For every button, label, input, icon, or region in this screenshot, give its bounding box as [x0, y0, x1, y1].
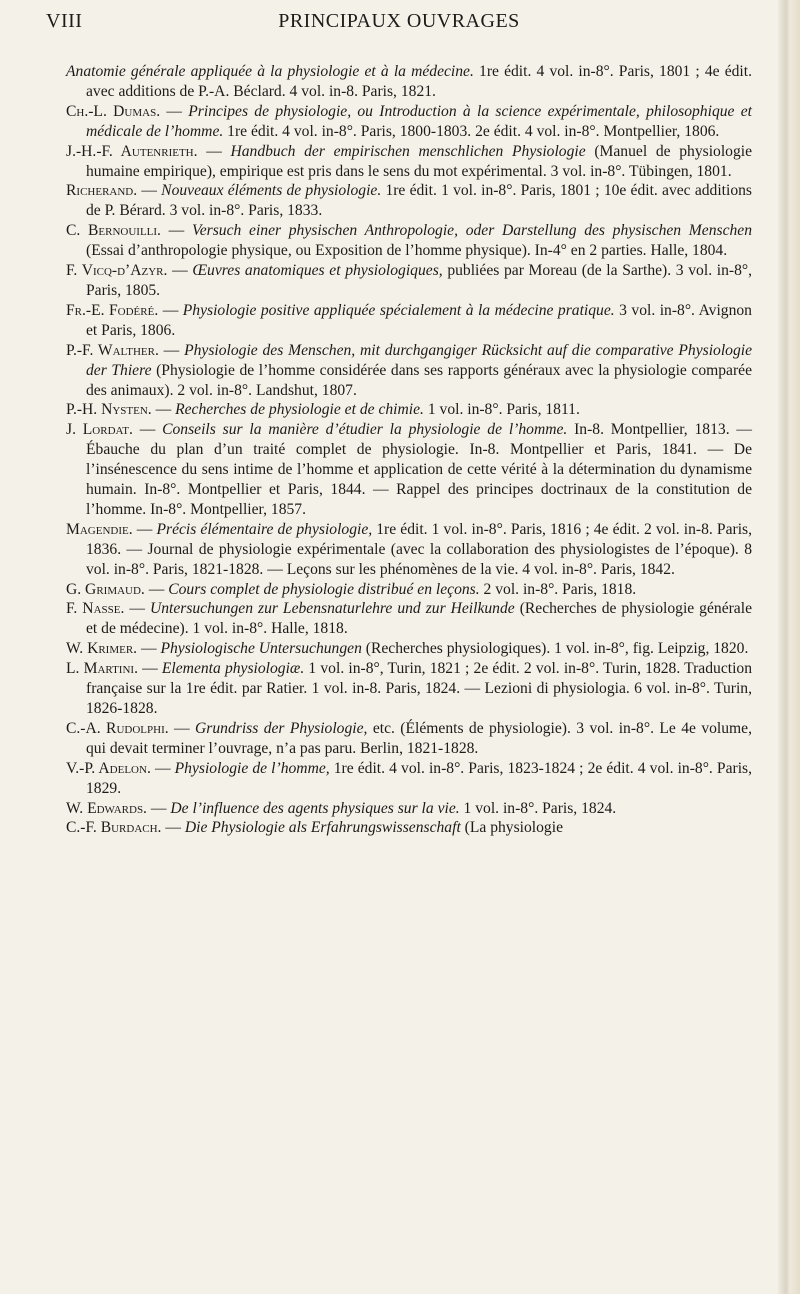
entry-details: 1re édit. 4 vol. in-8°. Paris, 1800-1803. 2e édit. 4 vol. in-8°. Montpellier, 1806. [223, 122, 720, 140]
bibliography-entry: V.-P. Adelon. — Physiologie de l’homme, 1re édit. 4 vol. in-8°. Paris, 1823-1824 ; 2e édit. 4 vol. in-8°. Paris, 1829. [66, 759, 753, 797]
entry-author: V.-P. Adelon. [66, 759, 151, 777]
entry-title: Physiologische Untersuchungen [160, 640, 362, 658]
entry-author: Ch.-L. Dumas. [66, 102, 161, 120]
entry-title: Nouveaux éléments de physiologie. [161, 182, 382, 200]
entry-details: (Physiologie de l’homme considérée dans ses rapports généraux avec la physiologie comparée des animaux). 2 vol. in-8°. Landshut, 1807. [86, 361, 752, 399]
entry-author: F. Nasse. [66, 600, 125, 618]
entry-details: (Recherches de physiologie générale et de médecine). 1 vol. in-8°. Halle, 1818. [86, 600, 752, 638]
bibliography-entry: C. Bernouilli. — Versuch einer physischen Anthropologie, oder Darstellung des physischen Menschen (Essai d’anthropologie physique, ou Exposition de l’homme physique). In-4° en 2 parties. Halle, 1804. [66, 222, 753, 260]
bibliography-entry: P.-H. Nysten. — Recherches de physiologie et de chimie. 1 vol. in-8°. Paris, 1811. [66, 401, 580, 419]
page-header [46, 10, 752, 50]
entry-details: 1 vol. in-8°, Turin, 1821 ; 2e édit. 2 vol. in-8°. Turin, 1828. Traduction française sur la 1re édit. par Ratier. 1 vol. in-8. Paris, 1824. — Lezioni di physiologia. 6 vol. in-8°. Turin, 1826-1828. [86, 660, 752, 717]
entry-title: Untersuchungen zur Lebensnaturlehre und zur Heilkunde [149, 600, 515, 618]
entry-title: Handbuch der empirischen menschlichen Physiologie [230, 142, 586, 160]
entry-details: 1re édit. 1 vol. in-8°. Paris, 1801 ; 10e édit. avec additions de P. Bérard. 3 vol. in-8°. Paris, 1833. [86, 182, 752, 220]
bibliography-entry: Richerand. — Nouveaux éléments de physiologie. 1re édit. 1 vol. in-8°. Paris, 1801 ; 10e édit. avec additions de P. Bérard. 3 vol. in-8°. Paris, 1833. [66, 182, 752, 220]
bibliography-entry: P.-F. Walther. — Physiologie des Menschen, mit durchgangiger Rücksicht auf die comparative Physiologie der Thiere (Physiologie de l’homme considérée dans ses rapports généraux avec la physiologie comparée des animaux). 2 vol. in-8°. Landshut, 1807. [66, 341, 752, 399]
entry-title: Cours complet de physiologie distribué en leçons. [168, 580, 480, 598]
bibliography-entry [66, 62, 752, 102]
entry-author: W. Edwards. [66, 799, 147, 817]
entry-title: Anatomie générale appliquée à la physiologie et à la médecine. [66, 63, 474, 80]
entry-details: (Manuel de physiologie humaine empirique), empirique est pris dans le sens du mot expérimental. 3 vol. in-8°. Tübingen, 1801. [86, 142, 752, 180]
page-edge [778, 0, 800, 1294]
entry-title: Physiologie de l’homme, [174, 759, 330, 777]
entry-title: Versuch einer physischen Anthropologie, oder Darstellung des physischen Menschen [191, 222, 753, 240]
entry-author: C. Bernouilli. [66, 222, 161, 240]
entry-author: Richerand. [66, 182, 138, 200]
entry-author: J. Lordat. [66, 421, 133, 439]
entry-title: Grundriss der Physiologie, [195, 719, 368, 737]
entry-title: Physiologie des Menschen, mit durchgangiger Rücksicht auf die comparative Physiologie der Thiere [86, 341, 752, 379]
entry-author: P.-H. Nysten. [66, 401, 152, 419]
entry-title: De l’influence des agents physiques sur la vie. [170, 799, 460, 817]
bibliography-entry: W. Krimer. — Physiologische Untersuchungen (Recherches physiologiques). 1 vol. in-8°, fig. Leipzig, 1820. [66, 640, 749, 658]
entry-title: Elementa physiologiæ. [161, 660, 305, 678]
entry-author: G. Grimaud. [66, 580, 145, 598]
entry-title: Physiologie positive appliquée spécialement à la médecine pratique. [182, 301, 615, 319]
entry-author: Magendie. [66, 520, 133, 538]
entry-author: J.-H.-F. Autenrieth. [66, 142, 198, 160]
running-title: PRINCIPAUX OUVRAGES [278, 10, 520, 32]
entry-details: 1re édit. 4 vol. in-8°. Paris, 1823-1824 ; 2e édit. 4 vol. in-8°. Paris, 1829. [86, 759, 753, 797]
bibliography-entry: Fr.-E. Fodéré. — Physiologie positive appliquée spécialement à la médecine pratique. 3 vol. in-8°. Avignon et Paris, 1806. [66, 301, 752, 339]
bibliography-entry: C.-F. Burdach. — Die Physiologie als Erfahrungswissenschaft (La physiologie [66, 819, 563, 837]
entry-details: 1 vol. in-8°. Paris, 1811. [423, 401, 580, 419]
entry-details: 2 vol. in-8°. Paris, 1818. [479, 580, 637, 598]
entry-details: (La physiologie [460, 819, 563, 837]
entry-title: Recherches de physiologie et de chimie. [175, 401, 424, 419]
bibliography-entry: L. Martini. — Elementa physiologiæ. 1 vol. in-8°, Turin, 1821 ; 2e édit. 2 vol. in-8°. Turin, 1828. Traduction française sur la 1re édit. par Ratier. 1 vol. in-8. Paris, 1824. — Lezioni di physiologia. 6 vol. in-8°. Turin, 1826-1828. [66, 660, 752, 717]
bibliography-entry: G. Grimaud. — Cours complet de physiologie distribué en leçons. 2 vol. in-8°. Paris, 1818. [66, 580, 637, 598]
entry-details: 3 vol. in-8°. Avignon et Paris, 1806. [86, 301, 752, 339]
bibliography-entry: Magendie. — Précis élémentaire de physiologie, 1re édit. 1 vol. in-8°. Paris, 1816 ; 4e édit. 2 vol. in-8. Paris, 1836. — Journal de physiologie expérimentale (avec la collaboration des physiologistes de l’époque). 8 vol. in-8°. Paris, 1821-1828. — Leçons sur les phénomènes de la vie. 4 vol. in-8°. Paris, 1842. [66, 520, 752, 578]
bibliography-entry: J.-H.-F. Autenrieth. — Handbuch der empirischen menschlichen Physiologie (Manuel de physiologie humaine empirique), empirique est pris dans le sens du mot expérimental. 3 vol. in-8°. Tübingen, 1801. [66, 142, 752, 180]
entry-author: P.-F. Walther. [66, 341, 159, 359]
entry-title: Principes de physiologie, ou Introduction à la science expérimentale, philosophique et médicale de l’homme. [86, 102, 752, 140]
entry-details: etc. (Éléments de physiologie). 3 vol. in-8°. Le 4e volume, qui devait terminer l’ouvrage, n’a pas paru. Berlin, 1821-1828. [86, 719, 752, 757]
bibliography-entry: F. Nasse. — Untersuchungen zur Lebensnaturlehre und zur Heilkunde (Recherches de physiologie générale et de médecine). 1 vol. in-8°. Halle, 1818. [66, 600, 752, 638]
bibliography-entry: W. Edwards. — De l’influence des agents physiques sur la vie. 1 vol. in-8°. Paris, 1824. [66, 799, 617, 817]
entry-details: In-8. Montpellier, 1813. — Ébauche du plan d’un traité complet de physiologie. In-8. Montpellier et Paris, 1841. — De l’insénescence du sens intime de l’homme et application de cette vérité à la détermination du dynamisme humain. In-8°. Montpellier et Paris, 1844. — Rappel des principes doctrinaux de la constitution de l’homme. In-8°. Montpellier, 1857. [86, 421, 753, 518]
entry-details: publiées par Moreau (de la Sarthe). 3 vol. in-8°, Paris, 1805. [86, 262, 753, 299]
entry-author: C.-F. Burdach. [66, 819, 162, 837]
entry-details: (Recherches physiologiques). 1 vol. in-8°, fig. Leipzig, 1820. [361, 640, 749, 658]
entry-author: W. Krimer. [66, 640, 138, 658]
entry-details: 1re édit. 1 vol. in-8°. Paris, 1816 ; 4e édit. 2 vol. in-8. Paris, 1836. — Journal de physiologie expérimentale (avec la collaboration des physiologistes de l’époque). 8 vol. in-8°. Paris, 1821-1828. — Leçons sur les phénomènes de la vie. 4 vol. in-8°. Paris, 1842. [86, 520, 752, 578]
bibliography-list [66, 62, 752, 838]
entry-author: Fr.-E. Fodéré. [66, 301, 159, 319]
entry-details: 1 vol. in-8°. Paris, 1824. [459, 799, 617, 817]
bibliography-entry: C.-A. Rudolphi. — Grundriss der Physiologie, etc. (Éléments de physiologie). 3 vol. in-8°. Le 4e volume, qui devait terminer l’ouvrage, n’a pas paru. Berlin, 1821-1828. [66, 719, 752, 757]
entry-author: F. Vicq-d’Azyr. [66, 262, 168, 280]
page-number: VIII [46, 10, 83, 32]
entry-details: 1re édit. 4 vol. in-8°. Paris, 1801 ; 4e édit. avec additions de P.-A. Béclard. 4 vol. in-8. Paris, 1821. [86, 63, 752, 100]
bibliography-entry: Ch.-L. Dumas. — Principes de physiologie, ou Introduction à la science expérimentale, philosophique et médicale de l’homme. 1re édit. 4 vol. in-8°. Paris, 1800-1803. 2e édit. 4 vol. in-8°. Montpellier, 1806. [66, 102, 752, 140]
entry-author: C.-A. Rudolphi. [66, 719, 169, 737]
entry-title: Précis élémentaire de physiologie, [156, 520, 373, 538]
bibliography-entry: F. Vicq-d’Azyr. — Œuvres anatomiques et physiologiques, publiées par Moreau (de la Sarthe). 3 vol. in-8°, Paris, 1805. [66, 262, 753, 299]
entry-author: L. Martini. [66, 660, 138, 678]
entry-details: (Essai d’anthropologie physique, ou Exposition de l’homme physique). In-4° en 2 parties. Halle, 1804. [86, 242, 728, 260]
entry-title: Conseils sur la manière d’étudier la physiologie de l’homme. [162, 421, 568, 439]
entry-title: Die Physiologie als Erfahrungswissenschaft [184, 819, 461, 837]
entry-title: Œuvres anatomiques et physiologiques, [192, 262, 443, 280]
bibliography-entry: J. Lordat. — Conseils sur la manière d’étudier la physiologie de l’homme. In-8. Montpellier, 1813. — Ébauche du plan d’un traité complet de physiologie. In-8. Montpellier et Paris, 1841. — De l’insénescence du sens intime de l’homme et application de cette vérité à la détermination du dynamisme humain. In-8°. Montpellier et Paris, 1844. — Rappel des principes doctrinaux de la constitution de l’homme. In-8°. Montpellier, 1857. [66, 421, 753, 518]
